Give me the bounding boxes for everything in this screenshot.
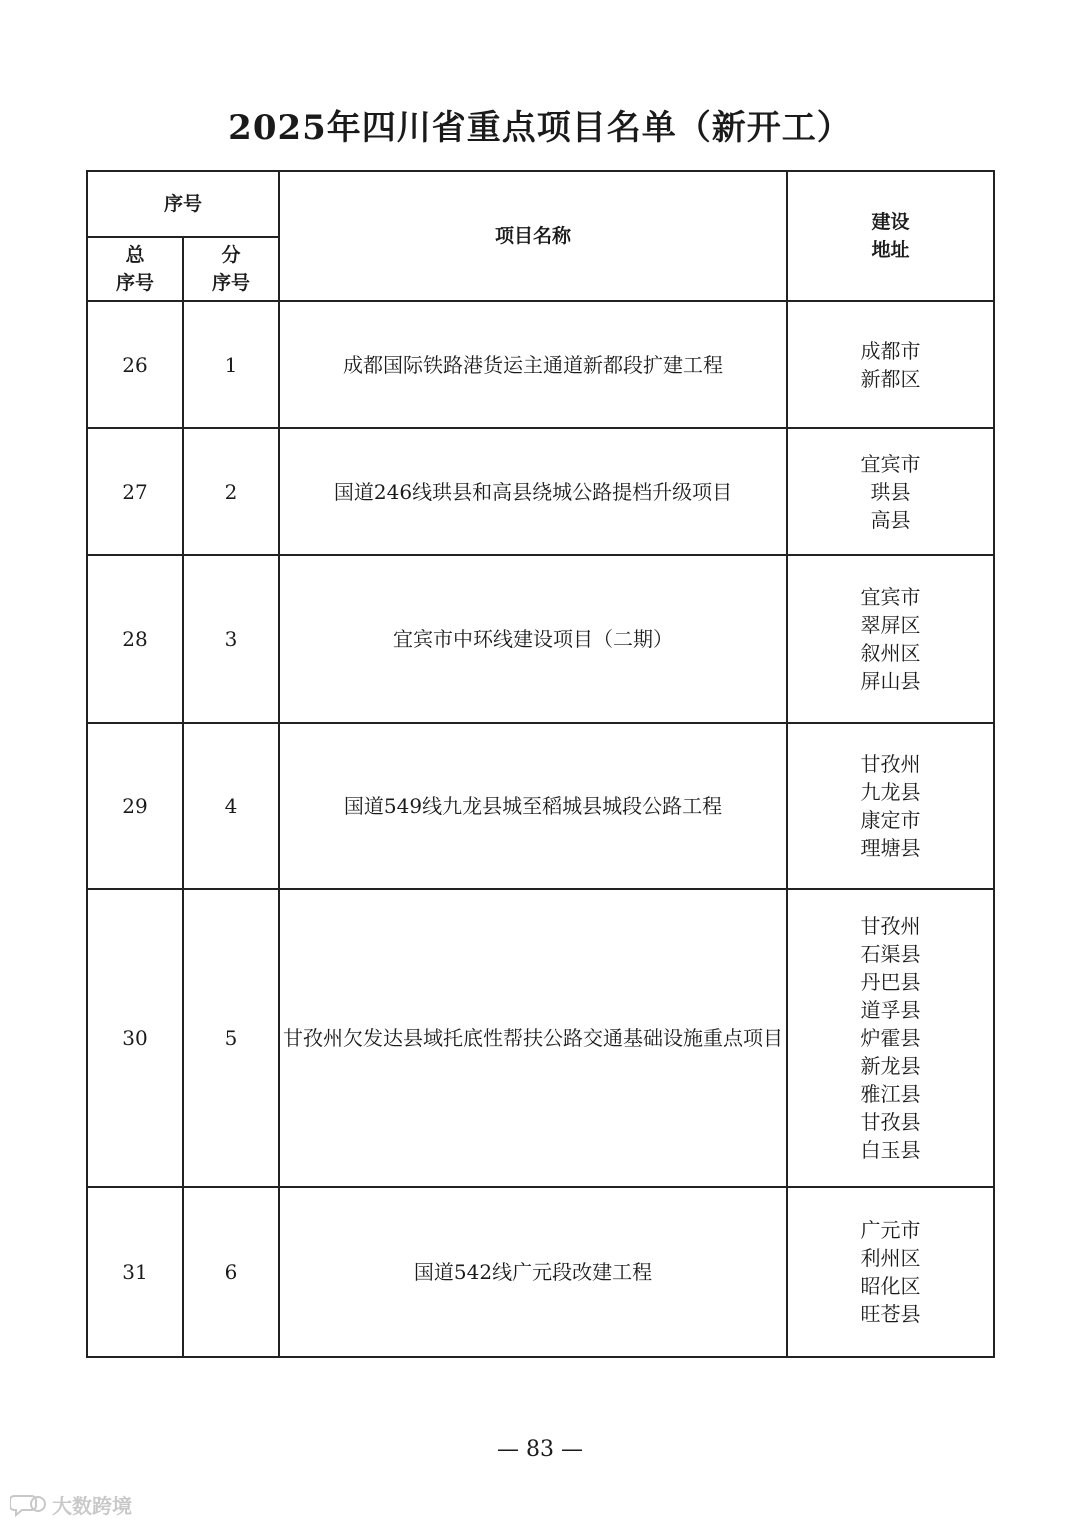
location-line: 翠屏区 xyxy=(860,613,921,637)
location-line: 丹巴县 xyxy=(860,970,921,994)
table-body xyxy=(87,301,994,1357)
project-name-cell: 成都国际铁路港货运主通道新都段扩建工程 xyxy=(279,301,787,428)
project-name-cell: 国道246线珙县和高县绕城公路提档升级项目 xyxy=(279,428,787,555)
total-seq-cell: 27 xyxy=(87,428,183,555)
location-line: 屏山县 xyxy=(860,669,921,693)
table-row xyxy=(87,428,994,555)
header-project-name: 项目名称 xyxy=(279,171,787,301)
table-row xyxy=(87,301,994,428)
table-row xyxy=(87,889,994,1187)
location-line: 石渠县 xyxy=(860,942,921,966)
location-line: 叙州区 xyxy=(860,641,921,665)
header-location: 建设 地址 xyxy=(787,171,994,301)
location-line: 甘孜州 xyxy=(860,914,921,938)
project-name-cell: 国道549线九龙县城至稻城县城段公路工程 xyxy=(279,723,787,889)
location-line: 宜宾市 xyxy=(860,585,921,609)
location-line: 甘孜县 xyxy=(860,1110,921,1134)
watermark xyxy=(10,1490,132,1519)
location-line: 新龙县 xyxy=(860,1054,921,1078)
header-sub-seq: 分 序号 xyxy=(183,237,279,301)
location-line: 炉霍县 xyxy=(860,1026,921,1050)
sub-seq-cell: 3 xyxy=(183,555,279,723)
location-line: 成都市 xyxy=(860,338,921,363)
document-title: 2025年四川省重点项目名单（新开工） xyxy=(228,108,852,148)
total-seq-cell: 31 xyxy=(87,1187,183,1357)
location-line: 理塘县 xyxy=(860,836,921,860)
watermark-text: 大数跨境 xyxy=(52,1494,132,1518)
project-name-cell: 国道542线广元段改建工程 xyxy=(279,1187,787,1357)
location-cell xyxy=(787,555,994,723)
location-cell xyxy=(787,1187,994,1357)
header-total-seq: 总 序号 xyxy=(87,237,183,301)
location-line: 利州区 xyxy=(860,1246,921,1270)
location-line: 珙县 xyxy=(870,479,911,504)
location-line: 昭化区 xyxy=(860,1274,921,1298)
total-seq-cell: 29 xyxy=(87,723,183,889)
sub-seq-cell: 6 xyxy=(183,1187,279,1357)
project-name-cell: 甘孜州欠发达县域托底性帮扶公路交通基础设施重点项目 xyxy=(279,889,787,1187)
location-line: 高县 xyxy=(870,507,911,532)
total-seq-cell: 30 xyxy=(87,889,183,1187)
sub-seq-cell: 5 xyxy=(183,889,279,1187)
sub-seq-cell: 2 xyxy=(183,428,279,555)
location-line: 康定市 xyxy=(860,808,921,832)
location-line: 雅江县 xyxy=(860,1082,921,1106)
location-line: 白玉县 xyxy=(860,1138,921,1162)
location-cell xyxy=(787,301,994,428)
location-line: 广元市 xyxy=(860,1218,921,1242)
chat-bubble-logo-icon xyxy=(10,1492,48,1518)
table-header xyxy=(87,171,994,301)
table-row xyxy=(87,723,994,889)
location-cell xyxy=(787,723,994,889)
project-table xyxy=(86,170,995,1358)
location-cell xyxy=(787,889,994,1187)
table-row xyxy=(87,1187,994,1357)
location-line: 道孚县 xyxy=(860,998,921,1022)
sub-seq-cell: 4 xyxy=(183,723,279,889)
table-row xyxy=(87,555,994,723)
location-line: 新都区 xyxy=(860,366,921,391)
sub-seq-cell: 1 xyxy=(183,301,279,428)
location-line: 九龙县 xyxy=(860,780,921,804)
location-line: 旺苍县 xyxy=(860,1302,921,1326)
page-number: — 83 — xyxy=(497,1437,583,1462)
project-name-cell: 宜宾市中环线建设项目（二期） xyxy=(279,555,787,723)
header-seq-group: 序号 xyxy=(87,171,279,237)
total-seq-cell: 28 xyxy=(87,555,183,723)
location-line: 宜宾市 xyxy=(860,451,921,476)
total-seq-cell: 26 xyxy=(87,301,183,428)
location-line: 甘孜州 xyxy=(860,752,921,776)
location-cell xyxy=(787,428,994,555)
